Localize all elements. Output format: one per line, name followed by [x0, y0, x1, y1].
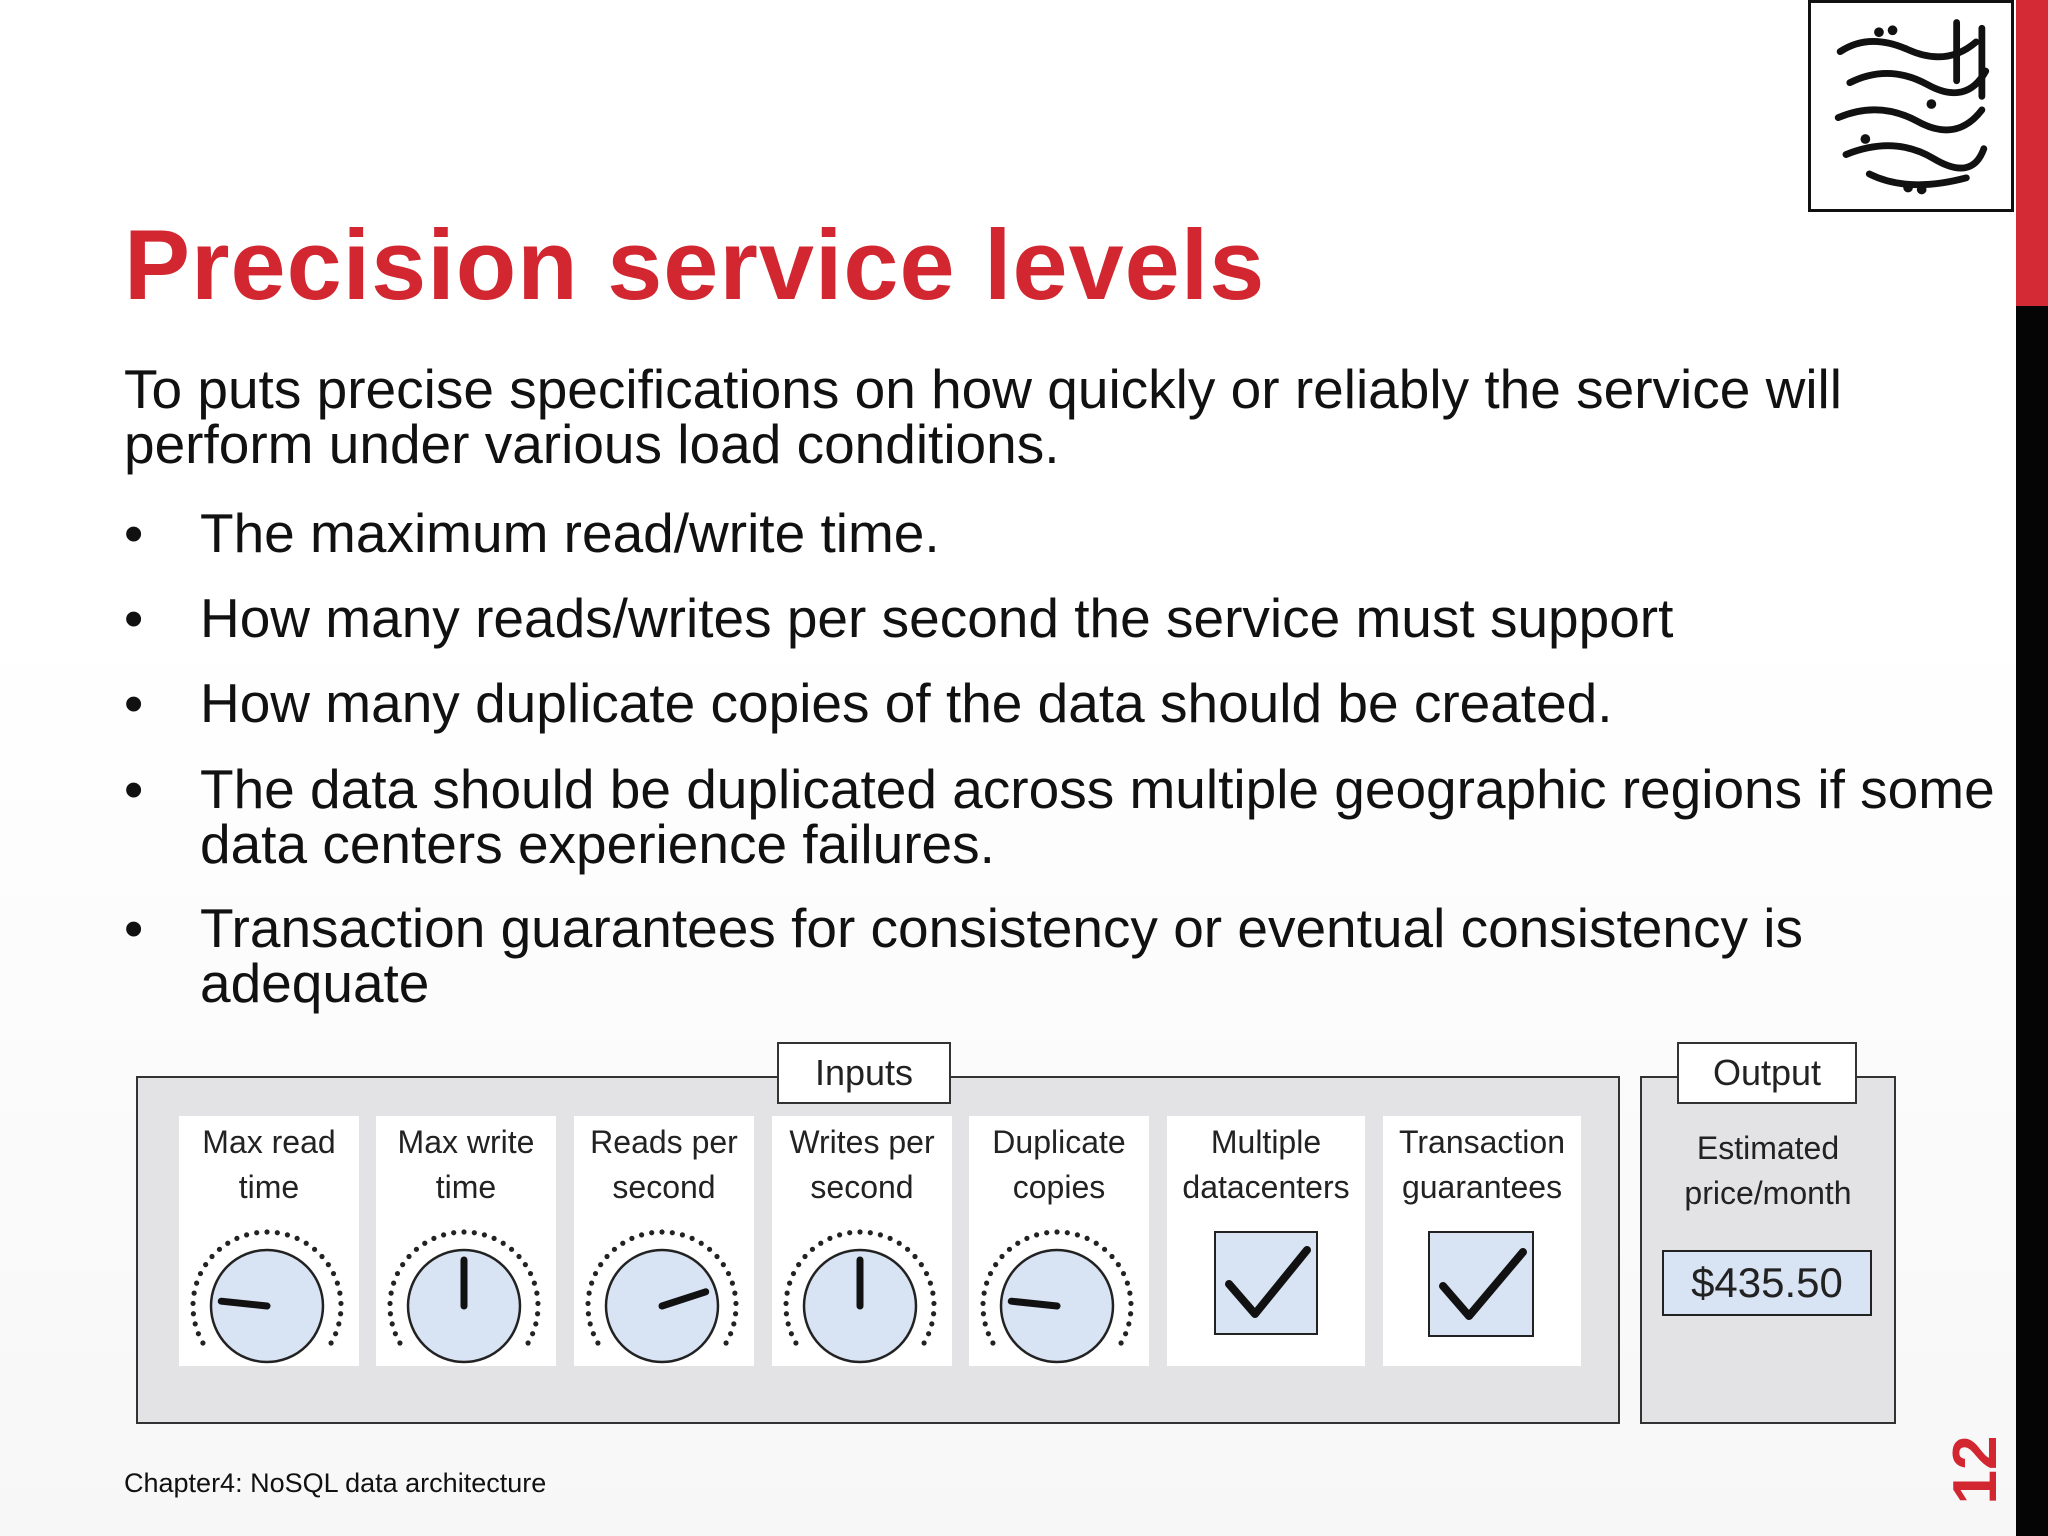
dial-tick [328, 1340, 333, 1345]
dial-tick [732, 1291, 737, 1296]
dial-tick [802, 1254, 807, 1259]
dial-tick [198, 1271, 203, 1276]
dial-tick [931, 1301, 936, 1306]
dial-tick [649, 1230, 654, 1235]
dial-tick [532, 1281, 537, 1286]
dial-tick [254, 1230, 259, 1235]
dial-tick [986, 1331, 991, 1336]
dial-tick [897, 1241, 902, 1246]
dial-tick [585, 1301, 590, 1306]
dial-tick [209, 1254, 214, 1259]
control-tile [179, 1116, 359, 1366]
bullet-text: How many duplicate copies of the data should be created. [200, 672, 1613, 734]
dial-tick [699, 1241, 704, 1246]
control-tile [772, 1116, 952, 1366]
dial-tick [723, 1340, 728, 1345]
dial-tick [397, 1340, 402, 1345]
dial-tick [847, 1230, 852, 1235]
dial-tick [194, 1281, 199, 1286]
dial-tick [264, 1229, 269, 1234]
dial-tick [461, 1229, 466, 1234]
bullet-dot: • [124, 587, 144, 649]
dial-tick [785, 1291, 790, 1296]
dial-tick [331, 1271, 336, 1276]
dial-tick [1109, 1254, 1114, 1259]
dial-needle [221, 1301, 267, 1306]
control-label: time [238, 1169, 300, 1205]
dial-tick [275, 1230, 280, 1235]
output-caption-line: Estimated [1696, 1130, 1840, 1166]
dial-tick [730, 1281, 735, 1286]
dial-tick [827, 1236, 832, 1241]
dial-tick [491, 1236, 496, 1241]
dial-tick [400, 1262, 405, 1267]
dial-tick [1075, 1232, 1080, 1237]
output-caption-line: price/month [1684, 1175, 1852, 1211]
dial-tick [857, 1229, 862, 1234]
dial-tick [783, 1301, 788, 1306]
control-label: Max read [202, 1124, 336, 1160]
dial-tick [629, 1236, 634, 1241]
dial-tick [294, 1236, 299, 1241]
dial-tick [338, 1301, 343, 1306]
dial-tick [1024, 1236, 1029, 1241]
dial-tick [988, 1271, 993, 1276]
output-caption [1640, 1126, 1896, 1216]
dial-tick [714, 1254, 719, 1259]
bullet-dot: • [124, 672, 144, 734]
dial-tick [509, 1247, 514, 1252]
control-label: Multiple [1210, 1124, 1322, 1160]
dial-tick [1118, 1340, 1123, 1345]
writes-per-second-dial[interactable] [772, 1216, 952, 1366]
dial-tick [414, 1247, 419, 1252]
dial-tick [837, 1232, 842, 1237]
dial-tick [304, 1241, 309, 1246]
dial-tick [1034, 1232, 1039, 1237]
footer-text: Chapter4: NoSQL data architecture [124, 1468, 547, 1498]
dial-tick [593, 1271, 598, 1276]
reads-per-second-dial[interactable] [574, 1216, 754, 1366]
dial-tick [196, 1331, 201, 1336]
dial-tick [441, 1232, 446, 1237]
dial-tick [431, 1236, 436, 1241]
dial-tick [190, 1301, 195, 1306]
dial-tick [733, 1301, 738, 1306]
dial-tick [1054, 1229, 1059, 1234]
dial-tick [528, 1271, 533, 1276]
bullet-text: Transaction guarantees for consistency or eventual consistency is adequate [200, 897, 1803, 1014]
accent-bar-black [2016, 306, 2048, 1536]
dial-tick [993, 1262, 998, 1267]
control-label: Max write [397, 1124, 535, 1160]
dial-tick [338, 1311, 343, 1316]
dial-tick [482, 1232, 487, 1237]
dial-tick [980, 1301, 985, 1306]
dial-tick [1127, 1291, 1132, 1296]
dial-tick [525, 1340, 530, 1345]
multiple-datacenters-checkbox[interactable] [1167, 1216, 1365, 1366]
dial-tick [707, 1247, 712, 1252]
dial-tick [588, 1321, 593, 1326]
dial-tick [535, 1311, 540, 1316]
control-label: Transaction [1399, 1124, 1565, 1160]
dial-tick [285, 1232, 290, 1237]
dial-tick [535, 1301, 540, 1306]
dial-tick [523, 1262, 528, 1267]
dial-tick [472, 1230, 477, 1235]
slide-title: Precision service levels [124, 209, 1266, 320]
duplicate-copies-dial[interactable] [969, 1216, 1149, 1366]
dial-tick [1094, 1241, 1099, 1246]
dial-tick [1044, 1230, 1049, 1235]
control-label: guarantees [1401, 1169, 1563, 1205]
bullet-text: The data should be duplicated across multiple geographic regions if some data centers experience failures. [200, 758, 1995, 875]
dial-tick [1128, 1311, 1133, 1316]
dial-tick [1015, 1241, 1020, 1246]
dial-tick [335, 1281, 340, 1286]
control-tile [574, 1116, 754, 1366]
dial-tick [731, 1321, 736, 1326]
control-tile [969, 1116, 1149, 1366]
dial-tick [999, 1254, 1004, 1259]
dial-tick [1065, 1230, 1070, 1235]
dial-tick [586, 1311, 591, 1316]
dial-tick [689, 1236, 694, 1241]
dial-tick [1116, 1262, 1121, 1267]
dial-tick [810, 1247, 815, 1252]
dial-tick [326, 1262, 331, 1267]
control-tile [1167, 1116, 1365, 1366]
dial-tick [930, 1291, 935, 1296]
dial-tick [784, 1311, 789, 1316]
dial-tick [337, 1291, 342, 1296]
dial-tick [1121, 1271, 1126, 1276]
dial-tick [393, 1331, 398, 1336]
dial-tick [1123, 1331, 1128, 1336]
bullet-text: The maximum read/write time. [200, 502, 940, 564]
dial-tick [929, 1321, 934, 1326]
control-label: datacenters [1182, 1169, 1350, 1205]
dial-tick [793, 1340, 798, 1345]
dial-tick [336, 1321, 341, 1326]
dial-tick [787, 1281, 792, 1286]
bullet-text: How many reads/writes per second the service must support [200, 587, 1674, 649]
dial-tick [984, 1281, 989, 1286]
dial-tick [1007, 1247, 1012, 1252]
dial-tick [796, 1262, 801, 1267]
control-label: time [435, 1169, 497, 1205]
dial-tick [1084, 1236, 1089, 1241]
dial-tick [912, 1254, 917, 1259]
dial-tick [598, 1262, 603, 1267]
intro-paragraph: To puts precise specifications on how quickly or reliably the service will perform under various load conditions. [124, 358, 1842, 475]
dial-tick [451, 1230, 456, 1235]
dial-tick [389, 1291, 394, 1296]
dial-tick [234, 1236, 239, 1241]
dial-tick [721, 1262, 726, 1267]
dial-tick [670, 1230, 675, 1235]
accent-bar-red [2016, 0, 2048, 306]
dial-tick [887, 1236, 892, 1241]
dial-tick [1126, 1321, 1131, 1326]
dial-tick [1128, 1301, 1133, 1306]
dial-tick [203, 1262, 208, 1267]
dial-tick [391, 1281, 396, 1286]
dial-tick [192, 1291, 197, 1296]
dial-tick [312, 1247, 317, 1252]
dial-tick [333, 1331, 338, 1336]
dial-tick [534, 1291, 539, 1296]
control-label: second [612, 1169, 716, 1205]
dial-tick [905, 1247, 910, 1252]
dial-tick [395, 1271, 400, 1276]
calligraphy-logo-icon [1811, 3, 2011, 209]
dial-tick [818, 1241, 823, 1246]
dial-tick [612, 1247, 617, 1252]
dial-tick [733, 1311, 738, 1316]
dial-tick [981, 1311, 986, 1316]
dial-tick [982, 1291, 987, 1296]
dial-tick [728, 1331, 733, 1336]
dial-needle [1011, 1301, 1057, 1306]
dial-tick [680, 1232, 685, 1237]
dial-tick [921, 1340, 926, 1345]
dial-tick [791, 1271, 796, 1276]
dial-tick [786, 1321, 791, 1326]
dial-tick [878, 1232, 883, 1237]
dial-tick [620, 1241, 625, 1246]
max-write-time-dial[interactable] [376, 1216, 556, 1366]
control-tile [376, 1116, 556, 1366]
bullet-dot: • [124, 897, 144, 959]
dial-tick [217, 1247, 222, 1252]
dial-tick [587, 1291, 592, 1296]
dial-tick [319, 1254, 324, 1259]
dial-tick [928, 1281, 933, 1286]
dial-tick [931, 1311, 936, 1316]
dial-tick [726, 1271, 731, 1276]
dial-tick [990, 1340, 995, 1345]
dial-tick [530, 1331, 535, 1336]
dial-tick [1125, 1281, 1130, 1286]
bullet-dot: • [124, 502, 144, 564]
page-number: 12 [1941, 1435, 2010, 1505]
dial-tick [604, 1254, 609, 1259]
control-label: copies [1012, 1169, 1106, 1205]
university-logo [1808, 0, 2014, 212]
control-label: Reads per [590, 1124, 738, 1160]
control-label: second [810, 1169, 914, 1205]
dial-tick [591, 1331, 596, 1336]
transaction-guarantees-checkbox[interactable] [1383, 1216, 1581, 1366]
dial-tick [789, 1331, 794, 1336]
dial-tick [639, 1232, 644, 1237]
bullet-dot: • [124, 758, 144, 820]
dial-tick [1102, 1247, 1107, 1252]
dial-tick [926, 1331, 931, 1336]
dial-tick [387, 1301, 392, 1306]
dial-tick [244, 1232, 249, 1237]
control-label: Duplicate [992, 1124, 1126, 1160]
max-read-time-dial[interactable] [179, 1216, 359, 1366]
dial-tick [516, 1254, 521, 1259]
dial-tick [422, 1241, 427, 1246]
dial-tick [868, 1230, 873, 1235]
dial-tick [406, 1254, 411, 1259]
control-tile [1383, 1116, 1581, 1366]
estimated-price-value: $435.50 [1662, 1250, 1872, 1316]
inputs-label: Inputs [777, 1042, 951, 1104]
control-label: Writes per [789, 1124, 935, 1160]
dial-tick [225, 1241, 230, 1246]
output-label: Output [1677, 1042, 1857, 1104]
dial-tick [191, 1311, 196, 1316]
dial-tick [924, 1271, 929, 1276]
dial-tick [193, 1321, 198, 1326]
dial-tick [200, 1340, 205, 1345]
dial-tick [659, 1229, 664, 1234]
dial-tick [589, 1281, 594, 1286]
dial-tick [983, 1321, 988, 1326]
dial-tick [919, 1262, 924, 1267]
dial-tick [390, 1321, 395, 1326]
dial-tick [501, 1241, 506, 1246]
dial-tick [595, 1340, 600, 1345]
dial-tick [388, 1311, 393, 1316]
dial-tick [533, 1321, 538, 1326]
